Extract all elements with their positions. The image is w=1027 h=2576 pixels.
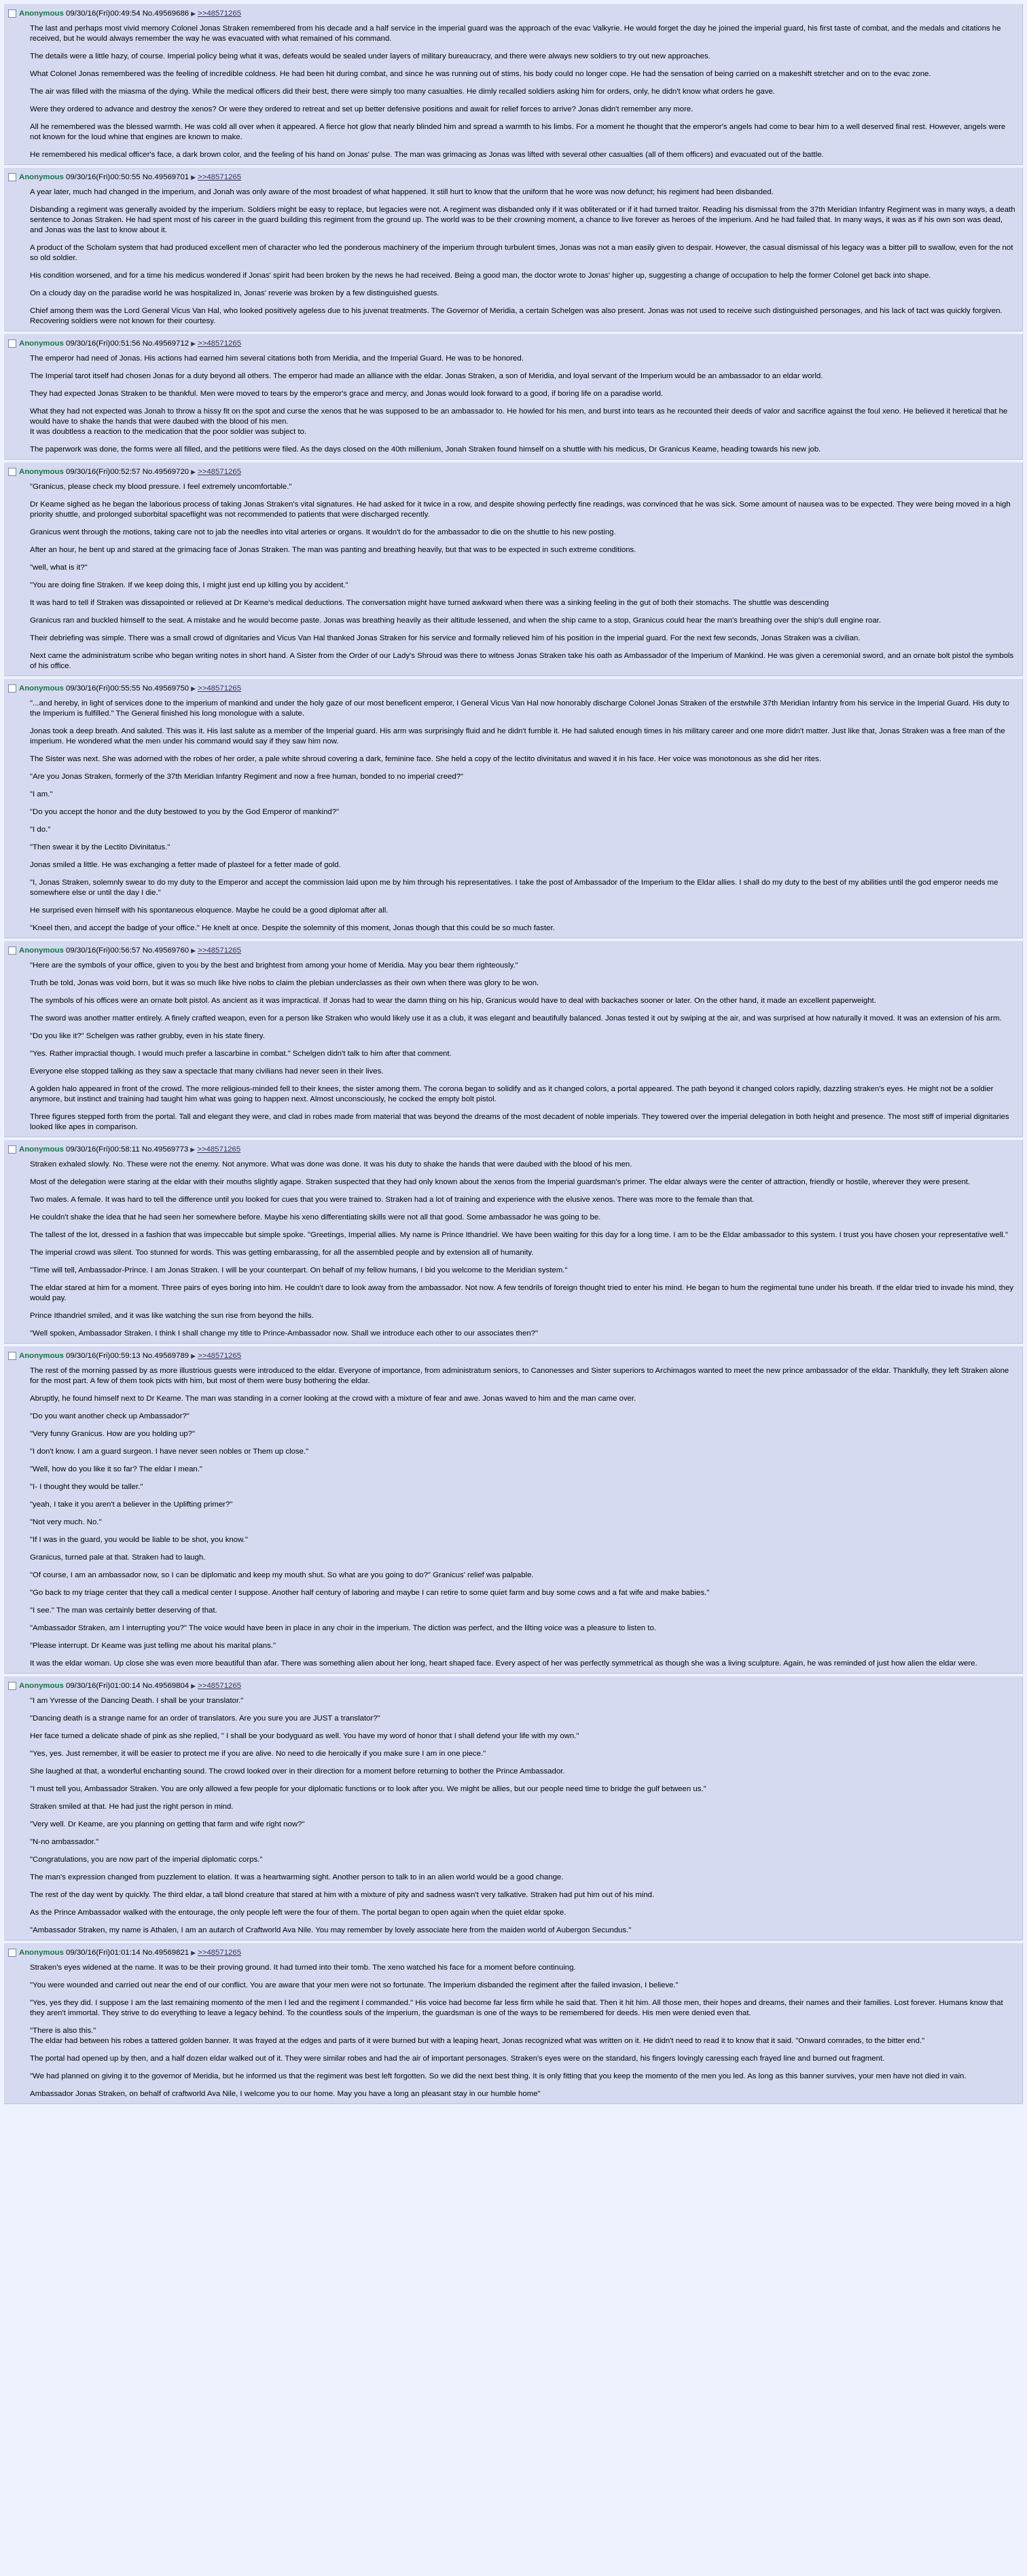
post-paragraph: He remembered his medical officer's face, a dark brown color, and the feeling of his hand on Jonas' pulse. The man was grimacing as Jonas was lifted with several other casualties (all of them officers) and evacuated out of the battle.	[30, 151, 824, 159]
post-select-checkbox[interactable]	[8, 173, 16, 181]
post-paragraph: "Very well. Dr Keame, are you planning on getting that farm and wife right now?"	[30, 1820, 305, 1828]
post-paragraph: He surprised even himself with his spontaneous eloquence. Maybe he could be a good diplomat after all.	[30, 906, 389, 915]
post-paragraph: It was hard to tell if Straken was dissapointed or relieved at Dr Keame's medical deductions. The conversation might have turned awkward when there was a sinking feeling in the gut of both their stomachs. The shuttle was descending	[30, 599, 829, 607]
post-paragraph: A product of the Scholam system that had produced excellent men of character who led the ponderous machinery of the imperium through turbulent times, Jonas was not a man easily given to despair. However, the casual dismissal of his legacy was a bitter pill to swallow, even for the not so old soldier.	[30, 244, 1013, 262]
post-paragraph: Prince Ithandriel smiled, and it was like watching the sun rise from beyond the hills.	[30, 1312, 314, 1320]
post-paragraph: "Yes. Rather impractial though. I would much prefer a lascarbine in combat." Schelgen didn't talk to him after that comment.	[30, 1050, 452, 1058]
post-body	[8, 24, 1015, 160]
post-paragraph: "Kneel then, and accept the badge of your office." He knelt at once. Despite the solemnity of this moment, Jonas though that this could be so much faster.	[30, 924, 555, 932]
post-paragraph: The emperor had need of Jonas. His actions had earned him several citations both from Meridia, and the Imperial Guard. He was to be honored.	[30, 354, 524, 363]
post-datetime-number[interactable]: 09/30/16(Fri)00:50:55 No.49569701	[66, 173, 190, 181]
quote-link[interactable]: >>48571265	[198, 1682, 242, 1690]
post-paragraph: His condition worsened, and for a time his medicus wondered if Jonas' spirit had been broken by the news he had received. Being a good man, the doctor wrote to Jonas' higher up, suggesting a change of occupation to help the former Colonel get back into shape.	[30, 272, 931, 280]
post-paragraph: The rest of the day went by quickly. The third eldar, a tall blond creature that stared at him with a mixture of pity and sadness wasn't very talkative. Straken had put him out of his mind.	[30, 1891, 655, 1899]
post-menu-arrow-icon[interactable]: ▶	[191, 468, 196, 475]
post-paragraph: "I must tell you, Ambassador Straken. You are only allowed a few people for your diplomatic functions or to look after you. We might be allies, but our people need time to bridge the gulf between us."	[30, 1785, 706, 1793]
post-datetime-number[interactable]: 09/30/16(Fri)00:52:57 No.49569720	[66, 468, 190, 476]
post-paragraph: "Do you accept the honor and the duty bestowed to you by the God Emperor of mankind?"	[30, 808, 340, 816]
poster-name: Anonymous	[19, 339, 64, 348]
post-paragraph: Jonas took a deep breath. And saluted. This was it. His last salute as a member of the Imperial guard. His arm was surprisingly fluid and he didn't fumble it. He had saluted enough times in his military career and one more didn't matter. Just like that, Jonas Straken was a free man of the imperium. He wondered what the men under his command would say if they saw him now.	[30, 727, 1005, 746]
poster-name: Anonymous	[19, 468, 64, 476]
post-paragraph: "You are doing fine Straken. If we keep doing this, I might just end up killing you by accident."	[30, 581, 348, 589]
post-paragraph: What they had not expected was Jonah to throw a hissy fit on the spot and curse the xenos that he was supposed to be an ambassador to. He howled for his men, and burst into tears as he recounted their deeds of valor and sacrifice against the foul xeno. He believed it heretical that he would have to shake the hands that were daubed with the blood of his men. It was doubtless a reaction to the medication that the poor soldier was subject to.	[30, 407, 1008, 436]
post-paragraph: The sword was another matter entirely. A finely crafted weapon, even for a person like Straken who would likely use it as a club, it was elegant and beautifully balanced. Jonas tested it out by swiping at the air, and was surprised at how naturally it moved. It was an extension of his arm.	[30, 1014, 1002, 1023]
post-paragraph: "Ambassador Straken, my name is Athalen, I am an autarch of Craftworld Ava Nile. You may remember by lovely associate here from the maiden world of Aubergon Secundus."	[30, 1926, 632, 1934]
quote-link[interactable]: >>48571265	[198, 468, 242, 476]
quote-link[interactable]: >>48571265	[198, 1352, 242, 1360]
post-paragraph: "We had planned on giving it to the governor of Meridia, but he informed us that the regiment was best left forgotten. So we did the next best thing. It is only fitting that you keep the momento of the men you led. As long as this banner survives, your men have not died in vain.	[30, 2072, 967, 2080]
post-paragraph: Ambassador Jonas Straken, on behalf of craftworld Ava Nile, I welcome you to our home. May you have a long an pleasant stay in our humble home"	[30, 2090, 541, 2098]
post-header	[8, 171, 1015, 183]
post-paragraph: "Are you Jonas Straken, formerly of the 37th Meridian Infantry Regiment and now a free human, bonded to no imperial creed?"	[30, 773, 464, 781]
post-paragraph: Straken's eyes widened at the name. It was to be their proving ground. It had turned into their tomb. The xeno watched his face for a moment before continuing.	[30, 1964, 576, 1972]
post-paragraph: A golden halo appeared in front of the crowd. The more religious-minded fell to their knees, the sister among them. The corona began to solidify and as it changed colors, a portal appeared. The path beyond it changed colors rapidly, dazzling straken's eyes. He might not be a soldier anymore, but instinct and training had taught him what was going to happen next. Almost unconsciously, he cocked the empty bolt pistol.	[30, 1085, 994, 1103]
post-menu-arrow-icon[interactable]: ▶	[191, 1353, 196, 1359]
quote-link[interactable]: >>48571265	[198, 173, 242, 181]
post-paragraph: Granicus went through the motions, taking care not to jab the needles into vital arteries or organs. It wouldn't do for the ambassador to die on the shuttle to his new posting.	[30, 528, 616, 536]
post-paragraph: "Very funny Granicus. How are you holding up?"	[30, 1430, 195, 1438]
quote-link[interactable]: >>48571265	[198, 946, 242, 955]
post-datetime-number[interactable]: 09/30/16(Fri)00:59:13 No.49569789	[66, 1352, 190, 1360]
post-paragraph: "I do."	[30, 826, 51, 834]
post-body	[8, 482, 1015, 671]
post-paragraph: What Colonel Jonas remembered was the feeling of incredible coldness. He had been hit during combat, and since he was running out of stims, his body could no longer cope. He had the sensation of being carried on a makeshift stretcher and on to the evac zone.	[30, 70, 931, 78]
post-body	[8, 1160, 1015, 1339]
post-paragraph: It was the eldar woman. Up close she was even more beautiful than afar. There was something alien about her long, heart shaped face. Every aspect of her was perfectly symmetrical as though she was a living sculpture. Again, he was reminded of just how alien the eldar were.	[30, 1659, 977, 1668]
quote-link[interactable]: >>48571265	[198, 339, 242, 348]
post-header	[8, 944, 1015, 957]
post-menu-arrow-icon[interactable]: ▶	[191, 174, 196, 181]
post-paragraph: The eldar stared at him for a moment. Three pairs of eyes boring into him. He couldn't dare to look away from the ambassador. Not now. A few tendrils of foreign thought tried to enter his mind. He began to hum the regimental tune under his breath. If the eldar tried to invade his mind, they would pay.	[30, 1284, 1014, 1302]
post-header	[8, 337, 1015, 350]
post-select-checkbox[interactable]	[8, 1145, 16, 1154]
post-paragraph: Granicus ran and buckled himself to the seat. A mistake and he would become paste. Jonas was breathing heavily as their altitude lessened, and when the ship came to a stop, Granicus could hear the man's breathing over the ship's dull engine roar.	[30, 617, 881, 625]
post-paragraph: Abruptly, he found himself next to Dr Keame. The man was standing in a corner looking at the crowd with a mixture of fear and awe. Jonas waved to him and the man came over.	[30, 1395, 636, 1403]
poster-name: Anonymous	[19, 946, 64, 955]
poster-name: Anonymous	[19, 173, 64, 181]
post-body	[8, 961, 1015, 1133]
post-paragraph: "I am."	[30, 790, 53, 798]
post-menu-arrow-icon[interactable]: ▶	[191, 947, 196, 954]
post	[4, 1346, 1023, 1674]
post-menu-arrow-icon[interactable]: ▶	[191, 10, 196, 17]
post-paragraph: The air was filled with the miasma of the dying. While the medical officers did their best, there were simply too many casualties. He dimly recalled soldiers asking him for orders, only, he didn't know what orders he gave.	[30, 88, 776, 96]
post-paragraph: After an hour, he bent up and stared at the grimacing face of Jonas Straken. The man was panting and breathing heavily, but that was to be expected in such extreme conditions.	[30, 546, 636, 554]
post-datetime-number[interactable]: 09/30/16(Fri)00:58:11 No.49569773	[66, 1145, 189, 1154]
post-paragraph: Two males. A female. It was hard to tell the difference until you looked for cues that you were trained to. Straken had a lot of training and experience with the elusive xenos. There was more to the female than that.	[30, 1196, 755, 1204]
post-paragraph: "Do you like it?" Schelgen was rather grubby, even in his state finery.	[30, 1032, 265, 1040]
post-paragraph: "Then swear it by the Lectito Divinitatus."	[30, 843, 170, 851]
post-header	[8, 1350, 1015, 1362]
post-paragraph: Truth be told, Jonas was void born, but it was so much like hive nobs to claim the plebian underclasses as their own when there was glory to be won.	[30, 979, 539, 987]
post-paragraph: "There is also this." The eldar had between his robes a tattered golden banner. It was frayed at the edges and parts of it were burned but with a leaping heart, Jonas recognized what was written on it. He didn't need to read it to know that it said. "Onward comrades, to the bitter end."	[30, 2027, 925, 2045]
post-paragraph: "I- I thought they would be taller."	[30, 1483, 143, 1491]
post-select-checkbox[interactable]	[8, 1352, 16, 1360]
post-paragraph: Straken smiled at that. He had just the right person in mind.	[30, 1803, 234, 1811]
post-select-checkbox[interactable]	[8, 468, 16, 476]
post-paragraph: The rest of the morning passed by as more illustrious guests were introduced to the eldar. Everyone of importance, from administratum seniors, to Canonesses and Sister superiors to Archimagos wanted to meet the new prince ambassador of the eldar. Thankfully, they left Straken alone for the most part. A few of them took picts with him, but most of them were busy bothering the eldar.	[30, 1367, 1009, 1385]
post-paragraph: The symbols of his offices were an ornate bolt pistol. As ancient as it was impractical. If Jonas had to wear the damn thing on his hip, Granicus would have to deal with backaches sooner or later. On the other hand, it made an excellent paperweight.	[30, 997, 876, 1005]
post-paragraph: "Congratulations, you are now part of the imperial diplomatic corps."	[30, 1856, 263, 1864]
post-datetime-number[interactable]: 09/30/16(Fri)01:01:14 No.49569821	[66, 1949, 190, 1957]
post-paragraph: He couldn't shake the idea that he had seen her somewhere before. Maybe his xeno differentiating skills were not all that good. Some ambassador he was going to be.	[30, 1213, 601, 1221]
post-header	[8, 466, 1015, 478]
post-paragraph: The Imperial tarot itself had chosen Jonas for a duty beyond all others. The emperor had made an alliance with the eldar. Jonas Straken, a son of Meridia, and loyal servant of the Imperium would be an ambassador to an eldar world.	[30, 372, 823, 380]
post-header	[8, 1680, 1015, 1692]
post-paragraph: The man's expression changed from puzzlement to elation. It was a heartwarming sight. Another person to talk to in an alien world would be a good change.	[30, 1873, 564, 1881]
post-paragraph: "If I was in the guard, you would be liable to be shot, you know."	[30, 1536, 248, 1544]
post-datetime-number[interactable]: 09/30/16(Fri)00:49:54 No.49569686	[66, 10, 190, 18]
post-paragraph: The details were a little hazy, of course. Imperial policy being what it was, defeats would be sealed under layers of military bureaucracy, and there were always new soldiers to try out new approaches.	[30, 52, 710, 60]
post-paragraph: A year later, much had changed in the imperium, and Jonah was only aware of the most broadest of what happened. It still hurt to know that the uniform that he wore was now defunct; his regiment had been disbanded.	[30, 188, 774, 196]
post-paragraph: As the Prince Ambassador walked with the entourage, the only people left were the four of them. The portal began to open again when the quiet eldar spoke.	[30, 1909, 566, 1917]
quote-link[interactable]: >>48571265	[198, 1949, 242, 1957]
post-paragraph: Jonas smiled a little. He was exchanging a fetter made of plasteel for a fetter made of gold.	[30, 861, 341, 869]
post-datetime-number[interactable]: 09/30/16(Fri)00:56:57 No.49569760	[66, 946, 190, 955]
post-body	[8, 699, 1015, 934]
post-select-checkbox[interactable]	[8, 1682, 16, 1690]
poster-name: Anonymous	[19, 1352, 64, 1360]
post-select-checkbox[interactable]	[8, 10, 16, 18]
post-paragraph: Their debriefing was simple. There was a small crowd of dignitaries and Vicus Van Hal thanked Jonas Straken for his service and formally relieved him of his position in the imperial guard. For the next few seconds, Jonas Straken was a civilian.	[30, 634, 861, 642]
post-header	[8, 1947, 1015, 1959]
post-datetime-number[interactable]: 09/30/16(Fri)01:00:14 No.49569804	[66, 1682, 190, 1690]
post-paragraph: "I don't know. I am a guard surgeon. I have never seen nobles or Them up close."	[30, 1448, 309, 1456]
post-paragraph: Her face turned a delicate shade of pink as she replied, " I shall be your bodyguard as well. You have my word of honor that I shall defend your life with my own."	[30, 1732, 579, 1740]
post-body	[8, 1963, 1015, 2099]
post-select-checkbox[interactable]	[8, 1949, 16, 1957]
quote-link[interactable]: >>48571265	[198, 684, 242, 693]
post-paragraph: She laughed at that, a wonderful enchanting sound. The crowd looked over in their direction for a moment before returning to bother the Prince Ambassador.	[30, 1767, 565, 1775]
post-paragraph: The tallest of the lot, dressed in a fashion that was impeccable but simple spoke. "Greetings, Imperial allies. My name is Prince Ithandriel. We have been waiting for this day for a long time. I am to be the Eldar ambassador to this system. I trust you have chosen your representative well."	[30, 1231, 1009, 1239]
post-paragraph: "Please interrupt. Dr Keame was just telling me about his marital plans."	[30, 1642, 276, 1650]
post-paragraph: "Yes, yes they did. I suppose I am the last remaining momento of the men I led and the regiment I commanded." His voice had become far less firm while he said that. Then it hit him. All those men, their hopes and dreams, their names and their families. Lost forever. Humans know that they aren't immortal. They strive to do everything to leave a legacy behind. To the countless souls of the imperium, the guardsman is one of the ways to be remembered for deeds. His men were denied even that.	[30, 1999, 1003, 2017]
post-paragraph: The portal had opened up by then, and a half dozen eldar walked out of it. They were similar robes and had the air of important personages. Straken's eyes were on the standard, his fingers lovingly caressing each frayed line and burned out fragment.	[30, 2055, 885, 2063]
post-paragraph: The imperial crowd was silent. Too stunned for words. This was getting embarassing, for all the assembled people and by extension all of humanity.	[30, 1249, 534, 1257]
post-paragraph: The Sister was next. She was adorned with the robes of her order, a pale white shroud covering a dark, feminine face. She held a copy of the lectito divinitatus and waved it in his face. Her voice was monotonous as she did her rites.	[30, 755, 822, 763]
post-paragraph: On a cloudy day on the paradise world he was hospitalized in, Jonas' reverie was broken by a few distinguished guests.	[30, 289, 439, 297]
post-datetime-number[interactable]: 09/30/16(Fri)00:51:56 No.49569712	[66, 339, 190, 348]
post-paragraph: Three figures stepped forth from the portal. Tall and elegant they were, and clad in robes made from material that was beyond the dreams of the most decadent of noble imperials. They towered over the imperial delegation in both height and presence. The most stiff of imperial dignitaries looked like apes in comparison.	[30, 1113, 1009, 1131]
post-paragraph: Everyone else stopped talking as they saw a spectacle that many civilians had never seen in their lives.	[30, 1067, 384, 1075]
post-paragraph: "Granicus, please check my blood pressure. I feel extremely uncomfortable."	[30, 483, 292, 491]
post-paragraph: The paperwork was done, the forms were all filled, and the petitions were filed. As the days closed on the 40th millenium, Jonah Straken found himself on a shuttle with his medicus, Dr Granicus Keame, heading towards his new job.	[30, 445, 821, 454]
post-paragraph: Straken exhaled slowly. No. These were not the enemy. Not anymore. What was done was done. It was his duty to shake the hands that were daubed with the blood of his men.	[30, 1160, 632, 1169]
post	[4, 4, 1023, 165]
post-body	[8, 1366, 1015, 1669]
post-paragraph: Disbanding a regiment was generally avoided by the imperium. Soldiers might be easy to replace, but legacies were not. A regiment was disbanded only if it was obliterated or if it had turned traitor. Reading his dismissal from the 37th Meridian Infantry Regiment was in many ways, a death sentence to Jonas Straken. He had spent most of his career in the guard building this regiment from the ground up. The world was to be their crowning moment, a chance to live forever as heroes of the imperium. And he had failed that. In many ways, it was as if his own son was dead, and Jonas was the last to know about it.	[30, 206, 1015, 234]
post-paragraph: "yeah, I take it you aren't a believer in the Uplifting primer?"	[30, 1501, 233, 1509]
post-paragraph: "well, what is it?"	[30, 564, 88, 572]
post-header	[8, 1143, 1015, 1156]
post-body	[8, 1696, 1015, 1936]
post-menu-arrow-icon[interactable]: ▶	[191, 1949, 196, 1956]
post-paragraph: "Go back to my triage center that they call a medical center I suppose. Another half century of laboring and maybe I can retire to some quiet farm and buy some cows and a fat wife and make babies."	[30, 1589, 710, 1597]
poster-name: Anonymous	[19, 1145, 64, 1154]
post	[4, 679, 1023, 938]
post-paragraph: "Not very much. No."	[30, 1518, 102, 1526]
post-paragraph: They had expected Jonas Straken to be thankful. Men were moved to tears by the emperor's grace and mercy, and Jonas would look forward to a good, if boring life on a paradise world.	[30, 390, 664, 398]
poster-name: Anonymous	[19, 684, 64, 693]
post-paragraph: "Here are the symbols of your office, given to you by the best and brightest from among your home of Meridia. May you bear them righteously."	[30, 961, 518, 970]
post-body	[8, 354, 1015, 455]
post-header	[8, 7, 1015, 20]
post-paragraph: "Well, how do you like it so far? The eldar I mean."	[30, 1465, 202, 1473]
post	[4, 168, 1023, 331]
post-paragraph: "Dancing death is a strange name for an order of translators. Are you sure you are JUST a translator?"	[30, 1714, 380, 1723]
post-select-checkbox[interactable]	[8, 684, 16, 693]
post-menu-arrow-icon[interactable]: ▶	[190, 1146, 196, 1153]
post-paragraph: Dr Keame sighed as he began the laborious process of taking Jonas Straken's vital signatures. He had asked for it twice in a row, and despite showing perfectly fine readings, was convinced that he was sick. Some amount of nausea was to be expected. They were being moved in a high priority shuttle, and prolonged suborbital spaceflight was not recommended to patients that were discharged recently.	[30, 500, 1011, 519]
post	[4, 1676, 1023, 1940]
poster-name: Anonymous	[19, 1949, 64, 1957]
post-paragraph: Were they ordered to advance and destroy the xenos? Or were they ordered to retreat and set up better defensive positions and await for relief forces to arrive? Jonas didn't remember any more.	[30, 105, 693, 113]
post-paragraph: "I see." The man was certainly better deserving of that.	[30, 1606, 217, 1615]
post-datetime-number[interactable]: 09/30/16(Fri)00:55:55 No.49569750	[66, 684, 190, 693]
post-paragraph: "N-no ambassador."	[30, 1838, 99, 1846]
post-header	[8, 682, 1015, 695]
post-paragraph: Chief among them was the Lord General Vicus Van Hal, who looked positively ageless due to his juvenat treatments. The Governor of Meridia, a certain Schelgen was also present. Jonas was not used to receive such distinguished personages, and his lack of tact was quickly forgiven. Recovering soldiers were not known for their courtesy.	[30, 307, 1003, 325]
post-select-checkbox[interactable]	[8, 339, 16, 348]
post-select-checkbox[interactable]	[8, 946, 16, 955]
post-paragraph: Granicus, turned pale at that. Straken had to laugh.	[30, 1553, 206, 1562]
post-paragraph: Most of the delegation were staring at the eldar with their mouths slightly agape. Straken suspected that they had only known about the xenos from the Imperial guardsman's primer. The eldar always were the center of attraction, friendly or hostile, wherever they were present.	[30, 1178, 971, 1186]
post-paragraph: "Time will tell, Ambassador-Prince. I am Jonas Straken. I will be your counterpart. On behalf of my fellow humans, I bid you welcome to the Meridian system."	[30, 1266, 568, 1274]
poster-name: Anonymous	[19, 1682, 64, 1690]
post-paragraph: "Yes, yes. Just remember, it will be easier to protect me if you are alive. No need to die heroically if you make sure I am in one piece."	[30, 1750, 486, 1758]
post-paragraph: "...and hereby, in light of services done to the imperium of mankind and under the holy gaze of our most beneficent emperor, I General Vicus Van Hal now honorably discharge Colonel Jonas Straken of the erstwhile 37th Meridian Infantry from his service in the Imperial Guard. His duty to the Imperium is fulfilled." The General finished his long monologue with a salute.	[30, 699, 1009, 718]
post-menu-arrow-icon[interactable]: ▶	[191, 685, 196, 692]
quote-link[interactable]: >>48571265	[198, 10, 242, 18]
post-paragraph: "I, Jonas Straken, solemnly swear to do my duty to the Emperor and accept the commission laid upon me by him through his representatives. I take the post of Ambassador of the Imperium to the Eldar allies. I shall do my duty to the best of my abilities until the god emperor needs me somewhere else or until the day I die."	[30, 879, 998, 897]
post-paragraph: "Ambassador Straken, am I interrupting you?" The voice would have been in place in any choir in the imperium. The diction was perfect, and the lilting voice was a pleasure to listen to.	[30, 1624, 656, 1632]
post-paragraph: "I am Yvresse of the Dancing Death. I shall be your translator."	[30, 1697, 244, 1705]
post	[4, 462, 1023, 676]
post-paragraph: Next came the administratum scribe who began writing notes in short hand. A Sister from the Order of our Lady's Shroud was there to witness Jonas Straken take his oath as Ambassador of the Imperium of Mankind. He was given a ceremonial sword, and an ornate bolt pistol the symbols of his office.	[30, 652, 1014, 670]
poster-name: Anonymous	[19, 10, 64, 18]
post-menu-arrow-icon[interactable]: ▶	[191, 1682, 196, 1689]
post-menu-arrow-icon[interactable]: ▶	[191, 340, 196, 347]
quote-link[interactable]: >>48571265	[197, 1145, 241, 1154]
post-paragraph: "Of course, I am an ambassador now, so I can be diplomatic and keep my mouth shut. So what are you going to do?" Granicus' relief was palpable.	[30, 1571, 534, 1579]
post	[4, 941, 1023, 1137]
post-paragraph: "You were wounded and carried out near the end of our conflict. You are aware that your men were not so fortunate. The Imperium disbanded the regiment after the failed invasion, I believe."	[30, 1981, 679, 1989]
post	[4, 334, 1023, 460]
post	[4, 1943, 1023, 2104]
post	[4, 1140, 1023, 1344]
post-paragraph: "Well spoken, Ambassador Straken. I think I shall change my title to Prince-Ambassador now. Shall we introduce each other to our associates then?"	[30, 1329, 539, 1338]
post-paragraph: "Do you want another check up Ambassador?"	[30, 1412, 190, 1420]
post-paragraph: All he remembered was the blessed warmth. He was cold all over when it appeared. A fierce hot glow that nearly blinded him and spread a warmth to his limbs. For a moment he thought that the emperor's angels had come to bear him to a well deserved final rest. However, angels were not known for the loud whine that engines are known to make.	[30, 123, 1006, 141]
post-body	[8, 187, 1015, 327]
post-paragraph: The last and perhaps most vivid memory Colonel Jonas Straken remembered from his decade and a half service in the imperial guard was the approach of the evac Valkyrie. He would forget the day he joined the imperial guard, his first taste of combat, and the medals and citations he received, but he would always remember the way he was evacuated with what remained of his command.	[30, 24, 1001, 43]
